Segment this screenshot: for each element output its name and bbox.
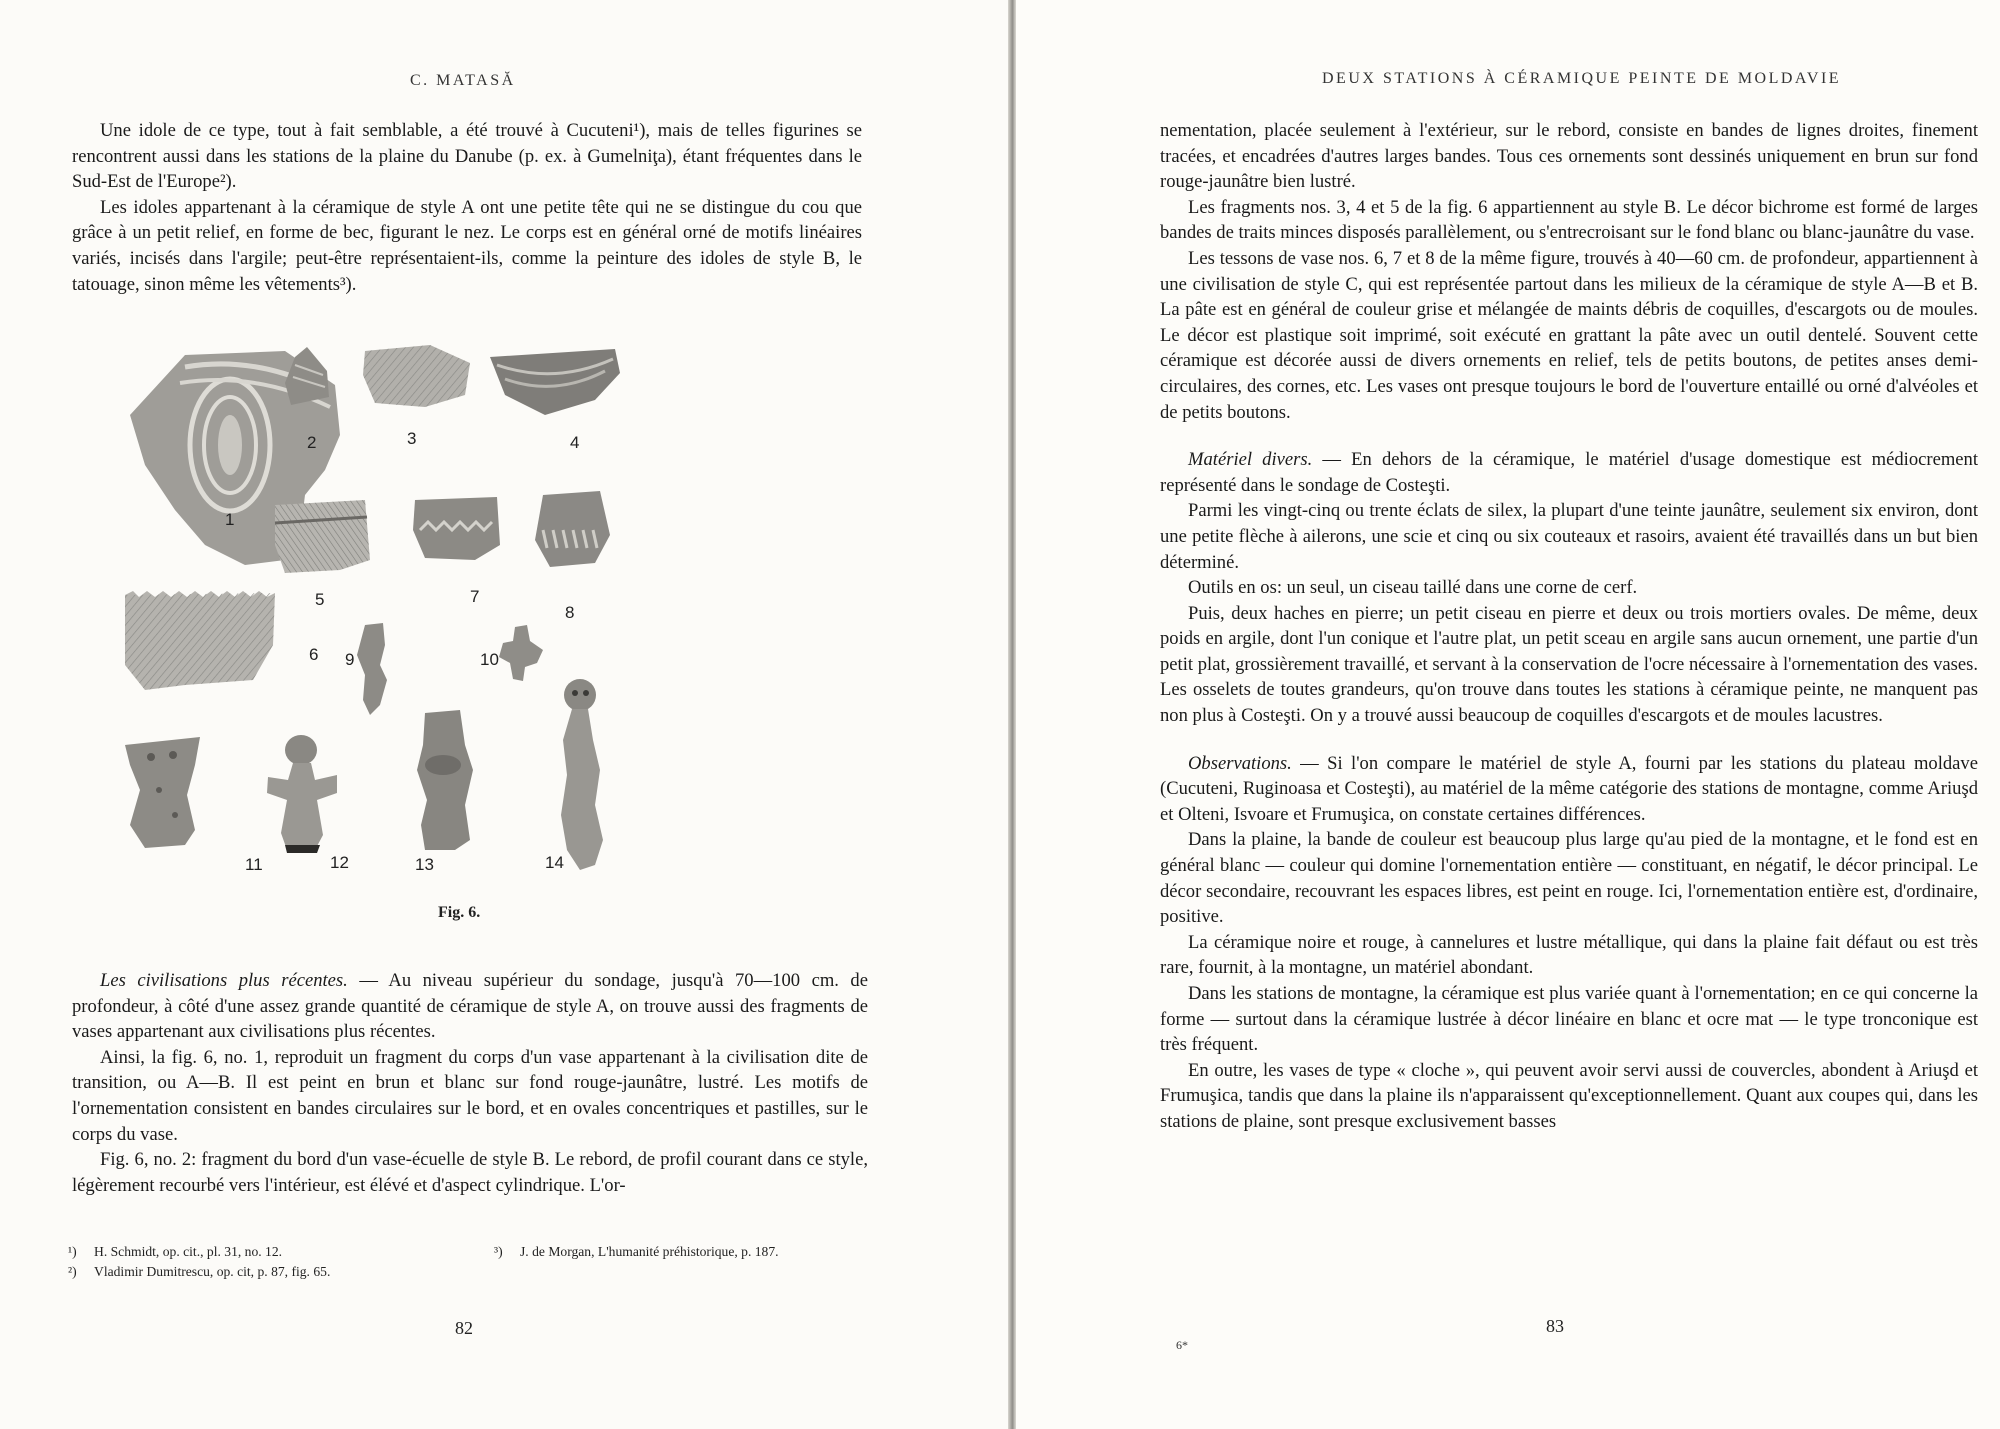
figure-label-14: 14 [545, 853, 564, 872]
paragraph-text: — Au niveau supérieur du sondage, jusqu'à 70—100 cm. de profondeur, à côté d'une assez grande quantité de céramique de style A, on trouve aussi des fragments de vases appartenant aux civilisations plus récentes. [72, 970, 868, 1043]
artifact-3 [363, 345, 470, 407]
paragraph [1160, 447, 1978, 498]
paragraph: En outre, les vases de type « cloche », qui peuvent avoir servi aussi de couvercles, abondent à Ariuşd et Frumuşica, tandis que dans la plaine ils n'apparaissent qu'exceptionnellement. Quant aux coupes qui, dans les stations de plaine, sont presque exclusivement basses [1160, 1059, 1978, 1132]
text-block-right [1160, 118, 1978, 1135]
footnote-text: J. de Morgan, L'humanité préhistorique, p. 187. [520, 1244, 779, 1259]
figure-label-11: 11 [245, 855, 263, 874]
section-heading: Les civilisations plus récentes. [100, 970, 348, 991]
page-number-left: 82 [455, 1318, 473, 1338]
text-block-bottom-left [72, 968, 868, 1198]
figure-label-8: 8 [565, 603, 575, 622]
figure-label-4: 4 [570, 433, 580, 452]
paragraph: La céramique noire et rouge, à cannelures et lustre métallique, qui dans la plaine fait défaut ou est très rare, fournit, à la montagne, un matériel abondant. [1160, 931, 1978, 979]
footnote-mark: ³) [494, 1244, 503, 1259]
paragraph: Parmi les vingt-cinq ou trente éclats de silex, la plupart d'une teinte jaunâtre, seulement six environ, dont une petite flèche à ailerons, une scie et cinq ou six couteaux et rasoirs, avaient été travaillés dans un but bien déterminé. [1160, 500, 1978, 573]
footnote-mark: ¹) [68, 1244, 77, 1259]
paragraph [1160, 751, 1978, 828]
figure-6 [125, 345, 800, 885]
artifact-10 [499, 625, 543, 681]
figure-label-2: 2 [307, 433, 317, 452]
figure-label-7: 7 [470, 587, 480, 606]
paragraph: Ainsi, la fig. 6, no. 1, reproduit un fragment du corps d'un vase appartenant à la civilisation dite de transition, ou A—B. Il est peint en brun et blanc sur fond rouge-jaunâtre, lustré. Les motifs de l'ornementation consistent en bandes circulaires sur le bord, et en ovales concentriques et pastilles, sur le corps du vase. [72, 1046, 868, 1145]
figure-6-plate [125, 345, 800, 885]
artifact-13 [417, 710, 473, 850]
figure-label-3: 3 [407, 429, 417, 448]
paragraph: Une idole de ce type, tout à fait semblable, a été trouvé à Cucuteni¹), mais de telles figurines se rencontrent aussi dans les stations de la plaine du Danube (p. ex. à Gumelniţa), étant fréquentes dans le Sud-Est de l'Europe²). [72, 120, 862, 193]
artifact-6 [125, 591, 275, 690]
figure-label-1: 1 [225, 510, 235, 529]
paragraph: Dans les stations de montagne, la céramique est plus variée quant à l'ornementation; en ce qui concerne la forme — surtout dans la céramique lustrée à décor linéaire en blanc et ocre mat — le type tronconique est très fréquent. [1160, 983, 1978, 1056]
artifact-12 [267, 735, 337, 853]
artifact-11 [125, 737, 200, 848]
paragraph: Dans la plaine, la bande de couleur est beaucoup plus large qu'au pied de la montagne, et le fond est en général blanc — couleur qui domine l'ornementation entière — constituant, en négatif, le décor principal. Le décor secondaire, recouvrant les espaces libres, est peint en rouge. Ici, l'ornementation entière est, d'ordinaire, positive. [1160, 829, 1978, 928]
artifact-7 [413, 497, 500, 560]
artifact-4 [490, 349, 620, 415]
paragraph: Les fragments nos. 3, 4 et 5 de la fig. 6 appartiennent au style B. Le décor bichrome est formé de larges bandes de traits minces disposés parallèlement, ou s'entrecroisant sur le fond blanc ou blanc-jaunâtre du vase. [1160, 196, 1978, 244]
paragraph-text: — Si l'on compare le matériel de style A, fourni par les stations du plateau moldave (Cucuteni, Ruginoasa et Costeşti), au matériel de la même catégorie des stations de montagne, comme Ariuşd et Olteni, Isvoare et Frumuşica, on constate certaines différences. [1160, 752, 1978, 825]
figure-label-13: 13 [415, 855, 434, 874]
footnote-text: H. Schmidt, op. cit., pl. 31, no. 12. [94, 1244, 283, 1259]
section-heading: Observations. [1188, 752, 1292, 774]
figure-label-5: 5 [315, 590, 325, 609]
paragraph: Fig. 6, no. 2: fragment du bord d'un vase-écuelle de style B. Le rebord, de profil courant dans ce style, légèrement recourbé vers l'intérieur, est élévé et d'aspect cylindrique. L'or- [72, 1149, 868, 1196]
paragraph-text: — En dehors de la céramique, le matériel d'usage domestique est médiocrement représenté dans le sondage de Costeşti. [1160, 449, 1979, 496]
figure-label-10: 10 [480, 650, 499, 669]
paragraph: Les idoles appartenant à la céramique de style A ont une petite tête qui ne se distingue du cou que grâce à un petit relief, en forme de bec, figurant le nez. Le corps est en général orné de motifs linéaires variés, incisés dans l'argile; peut-être représentaient-ils, comme la peinture des idoles de style B, le tatouage, sinon même les vêtements³). [72, 196, 862, 295]
page-number-right: 83 [1546, 1316, 1564, 1336]
figure-caption: Fig. 6. [438, 904, 481, 921]
artifact-9 [357, 623, 387, 715]
paragraph: Puis, deux haches en pierre; un petit ciseau en pierre et deux ou trois mortiers ovales. De même, deux poids en argile, dont l'un conique et l'autre plat, un petit sceau en argile sans aucun ornement, une partie d'un petit plat, grossièrement travaillé, et servant à la conservation de l'ocre nécessaire à l'ornementation des vases. Les osselets de toutes grandeurs, qu'on trouve dans toutes les stations à céramique peinte, ne manquent pas non plus à Costeşti. On y a trouvé aussi beaucoup de coquilles d'escargots et de moules lacustres. [1160, 602, 1978, 727]
footnote-mark: ²) [68, 1264, 77, 1279]
paragraph: Les tessons de vase nos. 6, 7 et 8 de la même figure, trouvés à 40—60 cm. de profondeur, appartiennent à une civilisation de style C, qui est représentée partout dans les milieux de la céramique de style A—B et B. La pâte est en général de couleur grise et mélangée de maints débris de coquilles, d'escargots ou de moules. Le décor est plastique soit imprimé, soit exécuté en grattant la pâte avec un outil dentelé. Souvent cette céramique est décorée aussi de divers ornements en relief, tels de petits boutons, de petites anses demi-circulaires, des cornes, etc. Les vases ont presque toujours le bord de l'ouverture entaillé ou orné d'alvéoles et de petits boutons. [1160, 247, 1978, 423]
paragraph [72, 968, 868, 1045]
artifact-8 [535, 491, 610, 567]
paragraph: nementation, placée seulement à l'extérieur, sur le rebord, consiste en bandes de lignes droites, finement tracées, et encadrées d'autres larges bandes. Tous ces ornements sont dessinés uniquement en brun sur fond rouge-jaunâtre bien lustré. [1160, 120, 1978, 193]
figure-label-9: 9 [345, 650, 355, 669]
running-head-left: C. MATASĂ [410, 72, 516, 89]
signature-mark: 6* [1176, 1338, 1188, 1352]
footnote-text: Vladimir Dumitrescu, op. cit, p. 87, fig. 65. [94, 1264, 331, 1279]
running-head-right: DEUX STATIONS À CÉRAMIQUE PEINTE DE MOLDAVIE [1322, 70, 1842, 87]
figure-label-12: 12 [330, 853, 349, 872]
artifact-5 [275, 500, 370, 573]
footnotes [68, 1242, 868, 1282]
figure-label-6: 6 [309, 645, 319, 664]
text-block-top-left [72, 118, 862, 297]
artifact-14 [561, 679, 603, 870]
right-page [1016, 0, 2000, 1429]
paragraph: Outils en os: un seul, un ciseau taillé dans une corne de cerf. [1188, 577, 1638, 599]
section-heading: Matériel divers. [1188, 449, 1313, 471]
